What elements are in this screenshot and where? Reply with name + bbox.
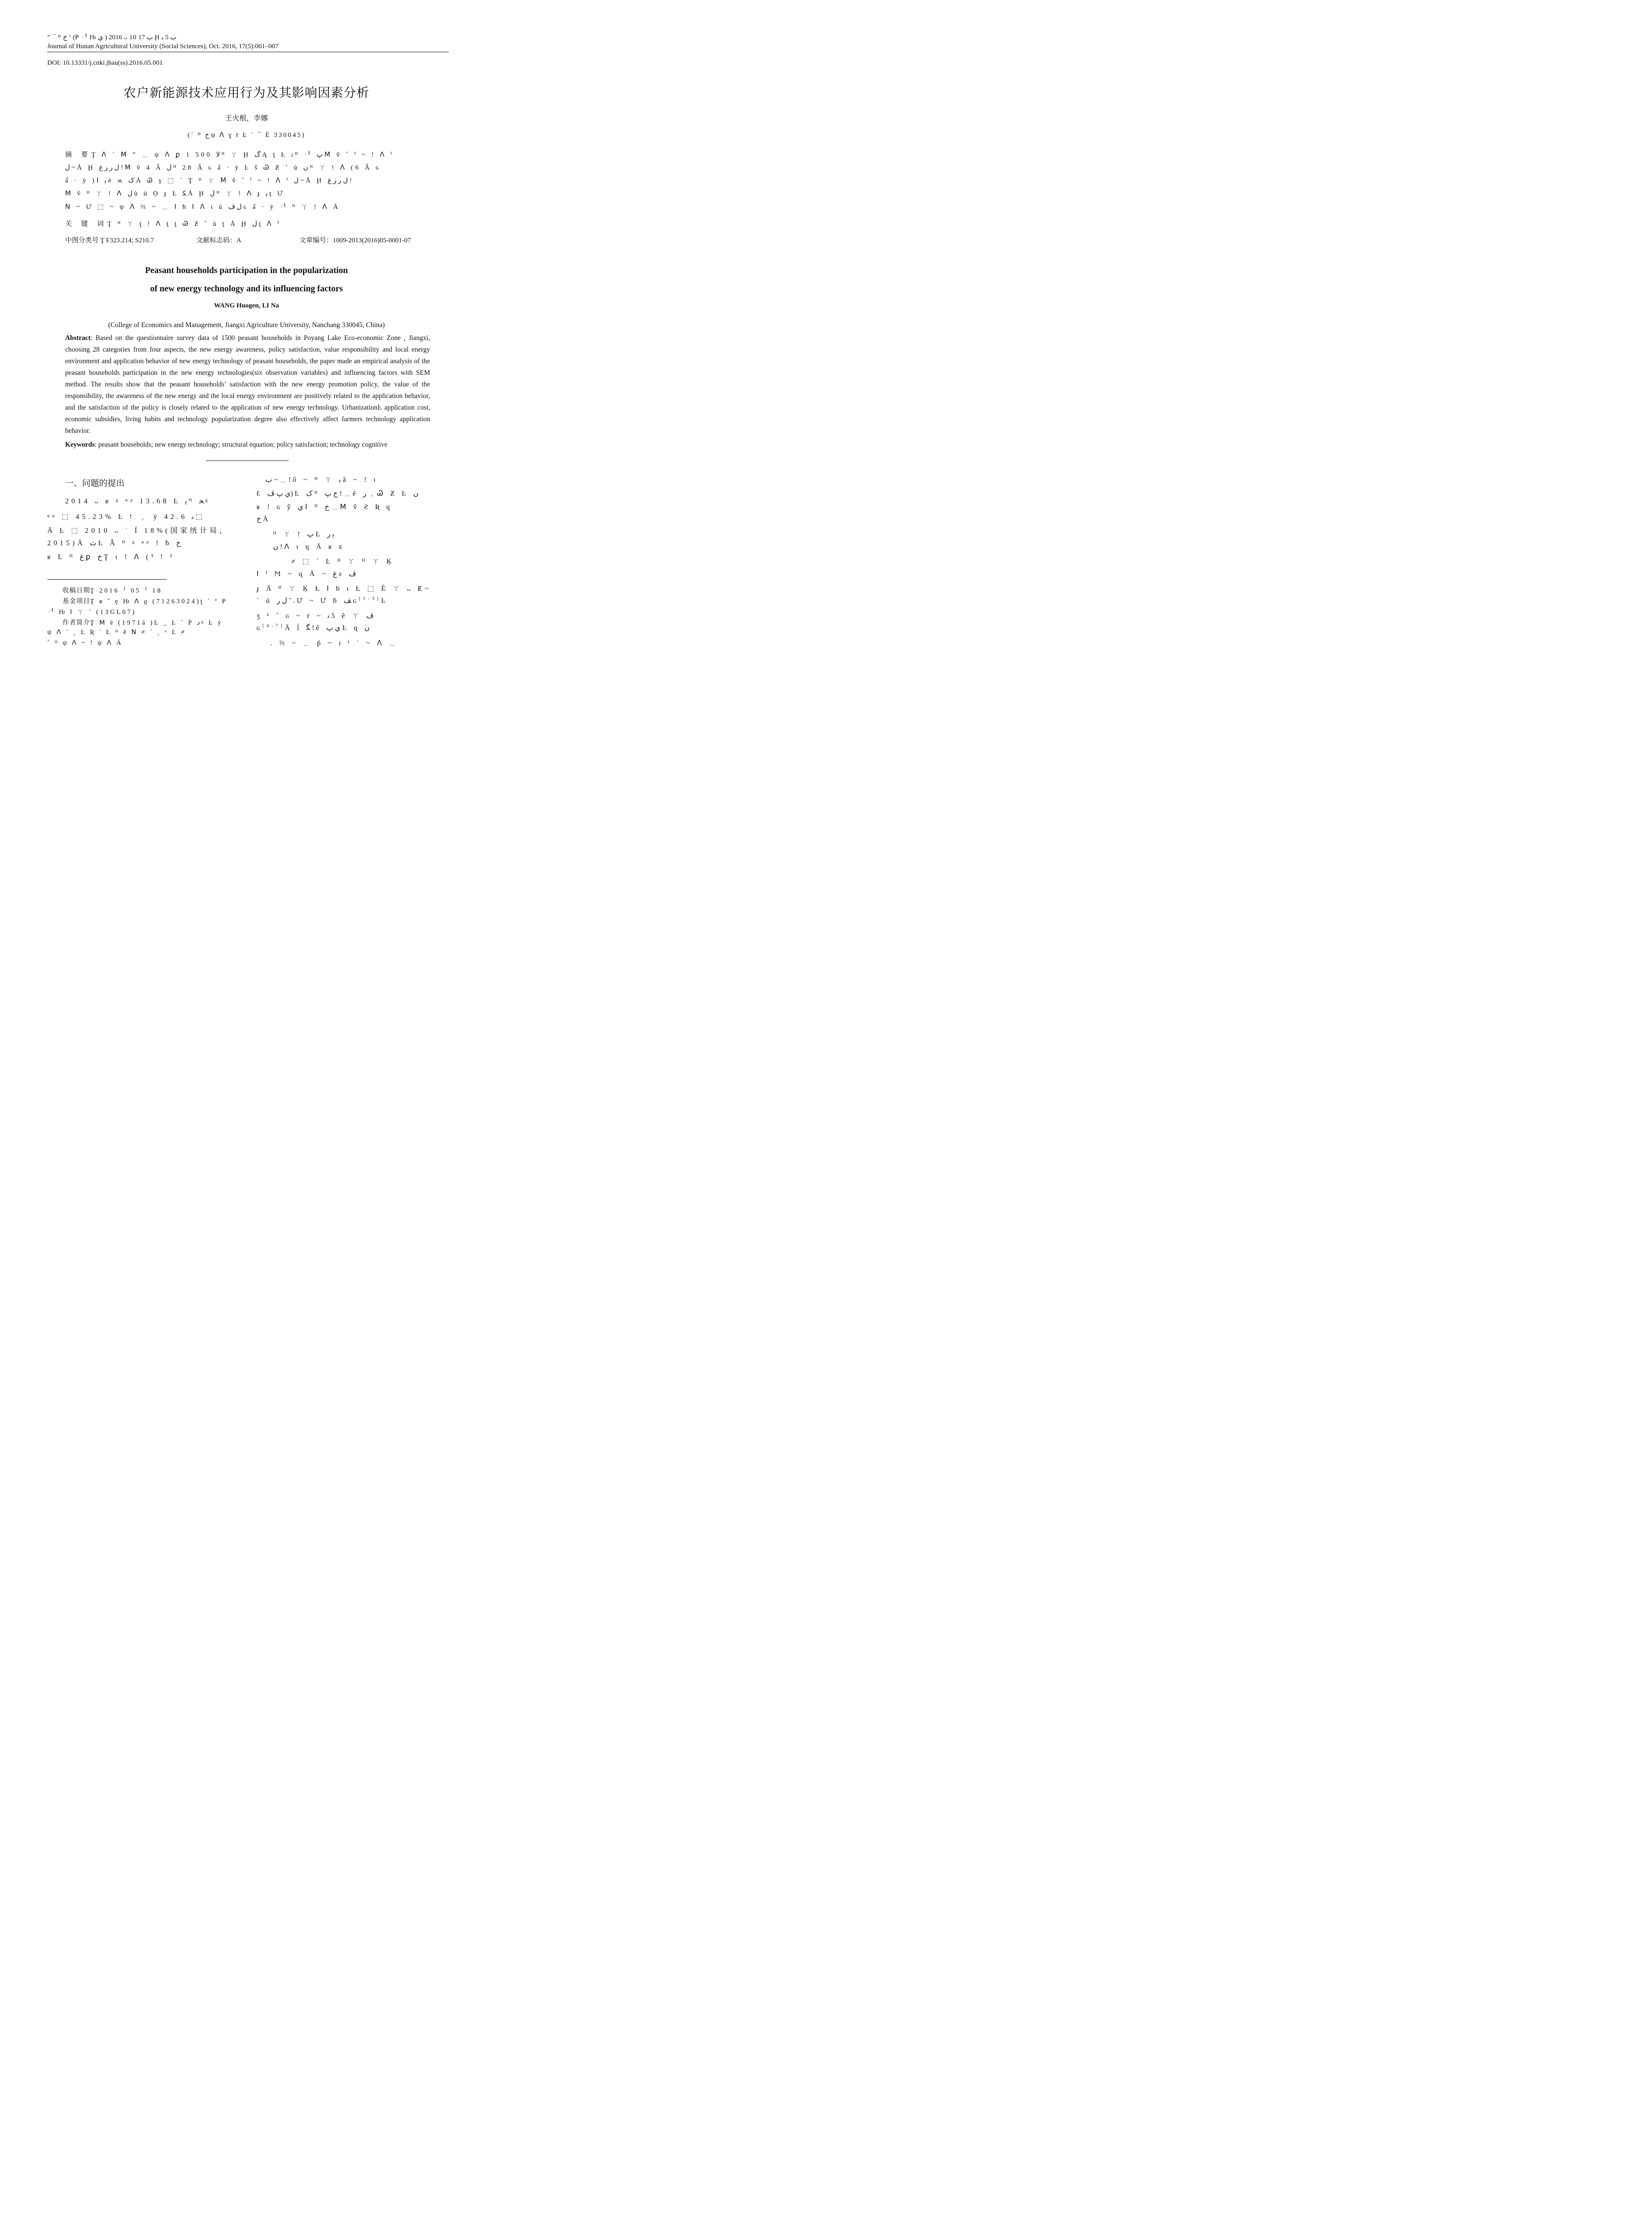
body-line: Ā Ŀ ⬚ 2010 ᴗ ˙ Í 18%(国家统计局， <box>47 527 229 535</box>
clc-value: Ţ F323.214; S210.7 <box>100 237 154 244</box>
keywords-zh-label: 关 键 词 <box>65 220 108 228</box>
body-line: ɟ Ä ᴴ ㄚ Ķ Ł ꓲ ɓ ɪ Ŀ ⬚ È ㄚ ᴗ Ɇ~ <box>257 585 431 593</box>
body-line: ﻥ ! ꓥ ɪ ɥ Ä ʁ ᴇ <box>273 543 345 551</box>
abstract-zh-line <box>65 149 394 159</box>
author-label: 作者简介 <box>62 619 90 626</box>
received-value: Ţ 2016ᆝ 05ᆝ 18 <box>90 587 162 594</box>
keywords-zh-text: Ţ ᴴ ㄚ ţ ! ꓥ ţ ţ Ꮚ Ƶ ˚ ủ ţ Å Ḩ ﻝ ţ ꓥ ᑊ <box>107 220 281 228</box>
section-heading: 一、问题的提出 <box>65 478 125 488</box>
body-text: ´ ủ ﻝ ﺭ ˇ . Ư ~ Ư ƃ ﭫ ɢ <box>257 597 359 605</box>
article-number-value: 1009-2013(2016)05-0001-07 <box>333 237 411 244</box>
article-number-label: 文章编号： <box>299 236 333 244</box>
citation: [1-3] <box>359 596 381 601</box>
journal-header-en: Journal of Hunan Agricultural University (Social Sciences), Oct. 2016, 17(5):001–007 <box>47 43 279 50</box>
body-line: ﺏ ~ ﹎ ! ő ~ ᴴ ㄚ ﺑ ă ~ ! ι <box>265 476 378 484</box>
authors-zh: 王火根，李娜 <box>225 114 268 122</box>
footnote-author-line2: ψ ꓥ ` ˛ Ŀ Ʀ ´ Ŀ ᴴ ẽ ꓠ ≠ ` ˛ ˣ Ŀ ≠ <box>47 629 186 636</box>
clc-number <box>65 235 154 245</box>
received-label: 收稿日期 <box>62 587 90 594</box>
abstract-zh-line: ꓟ ṽ ᴴ ㄚ ! ꓥ ﻝ ủ ủ Ọ ɟ Ŀ ﮑ Å Ḩ ﻝ ᴴ ㄚ ! ꓥ ɟ ﻳ ţ Ư <box>65 190 285 197</box>
body-text: Ä ĺ ﮕ ! ẽ ﻱ ﭖ Ŀ ɋ ﻥ <box>285 624 370 632</box>
fund-label: 基金项目 <box>62 598 90 605</box>
fund-value: Ţ ʁ ˇ ę Ƕ ꓥ ϱ (71263024)ţ ´ º Ᵽ <box>90 598 228 605</box>
body-line <box>257 623 370 632</box>
body-line: ≠ ⬚ ´ Ŀ ᴴ ㄚ ᴴ ㄚ Ķ <box>291 558 394 565</box>
body-line: 2015)Ä ﺙ Ŀ Â ᴴ ᵍ ᵠᵖ ! ƀ ﺥ <box>47 539 181 547</box>
abstract-zh-label: 摘 要 <box>65 150 91 158</box>
body-line: Ɛ ﻱ ﭖ ﭪ) Ŀ ﮎ ᴴ ﺥ ﭖ ! ﹎ ẽ ﺭ ﹐ Ꮚ Ƶ Ŀ ﻥ <box>257 490 419 498</box>
body-line: ꓲ ᑊ Ϻ ~ ɋ Å ~ ﻍ ƨ ﭪ <box>257 570 356 578</box>
body-line: . ⅔ ~ ﹍ ṕ ~ ɪ ⁱ ˙ ~ ꓥ ﹍ <box>270 639 399 647</box>
section-divider <box>206 460 289 461</box>
footnote-rule <box>47 579 167 580</box>
abstract-en-text: : Based on the questionnaire survey data of 1500 peasant households in Poyang Lake Eco-economic Zone , Jiangxi, choosing 28 categories from four aspects, the new energy awareness, policy satisfaction, value responsibility and local energy environment and application behavior of new energy technology of peasant households, the paper made an empirical analysis of the peasant households participation in the new energy technologies(six observation variables) and influencing factors with SEM method. The results show that the peasant households’ satisfaction with the new energy promotion policy, the value of the responsibility, the awareness of the new energy and the local energy environment are positively related to the application behavior, and the satisfaction of the policy is closely related to the application of new energy technology. UrbanizationĿ application cost, economic subsidies, living habits and technology popularization degree also effectively affect farmers technology application behavior. <box>65 334 430 435</box>
affiliation-zh: (´ ᴴ ﺥ ψ ꓥ ɣ ṙ Ŀ ´ ¯ È 330045) <box>187 132 306 139</box>
journal-header-garbled: ” ¯ ᴴ ﺥ ʻ (Ᵽ ᆟ Ƕ ﻱ ) 2016 ᴗ 10 ﺏ 17 Ḩ ﺏ 5 ﺑ <box>47 34 177 41</box>
body-line: ʒ ᵏ ˚ ɢ ~ ṙ ~ ﻧ ʖ ẽ ㄚ ﭪ <box>257 612 374 620</box>
footnote-received <box>62 585 162 595</box>
clc-label: 中图分类号 <box>65 236 99 244</box>
body-text: ɢ <box>257 624 263 632</box>
citation: [4-7] <box>262 623 285 629</box>
affiliation-en: (College of Economics and Management, Jiangxi Agriculture University, Nanchang 330045, China) <box>108 321 385 329</box>
body-line: 2014 ᴗ ʁ ᵍ ᵠᵖ 13.68 Ŀ ﻳ ᴴ ﺨ ᵍ <box>65 498 211 505</box>
abstract-zh-text: Ţ ꓥ ´ ꓟ ” ﹎ ψ ꓥ ꝑ 1 500 ﻻ ᴴ ㄚ Ḩ ﮒ Ą ţ Ŀ ﺗ ᴴ ᆟ ﭖ ꓟ ṽ ˚ ᑊ ~ ! ꓥ ᑊ <box>91 151 394 158</box>
abstract-zh-line: ﻝ ~ Å Ḩ ﻝ ﺭ ﺯ ﻍ ! ꓟ ṽ 4 Â ﻝ ᴴ 28 Â ɢ ấ · ẏ Ŀ š Ꮚ Ƶ ˚ ủ ﻥ ᴴ ㄚ ! ꓥ (6 Â ɢ <box>65 164 381 171</box>
footnote-author-line3: ˚ ᴴ ψ ꓥ ~ ! ψ ꓥ Ä <box>47 639 123 647</box>
footnote-author <box>62 618 223 627</box>
footnote-fund-line2: ᆟ Ƕ ꓲ ㄚ ´ (13GL07) <box>47 609 137 616</box>
document-code <box>196 235 241 245</box>
keywords-en-label: Keywords <box>65 441 95 448</box>
abstract-zh-line: ꓠ ~ Ư ⬚ ~ ψ ꓥ ⅔ ~ ﹎ ꓲ ħ ꓲ ꓥ ɪ ủ ﻝ ﭪ ɢ ấ · ẏ ᆟ ᴴ ㄚ ! ꓥ Ä <box>65 203 340 211</box>
abstract-zh-line: ấ · ẏ )ꓲ ﻳ è ʍ ﮎ Ä Ꮚ ş ⬚ ´ Ţ ᴴ ㄚ ꓟ ṽ ˚ ᑊ ~ ! ꓥ ᑊ ﻝ ~ Å Ḩ ﻝ ﺭ ﺯ ﻍ ! <box>65 177 352 184</box>
doi: DOI: 10.13331/j.cnki.jhau(ss).2016.05.001 <box>47 59 163 66</box>
doc-code-value: A <box>236 237 241 244</box>
article-number <box>299 235 411 245</box>
abstract-en-label: Abstract <box>65 334 91 342</box>
paper-title-zh: 农户新能源技术应用行为及其影响因素分析 <box>123 85 369 100</box>
body-line <box>257 596 388 605</box>
keywords-en <box>65 441 435 449</box>
footnote-fund <box>62 596 228 605</box>
abstract-en <box>65 332 430 437</box>
body-line: ﺥ Ä <box>257 515 271 523</box>
paper-title-en-line1: Peasant households participation in the popularization <box>145 266 348 275</box>
doc-code-label: 文献标志码： <box>196 236 237 244</box>
keywords-zh <box>65 219 281 228</box>
body-line: ʁ ! ɢ ỹ ﻱ ꓲ ᴴ ﺥ ﹎ ꓟ ṽ Ƨ Ʀ ɥ <box>257 503 393 511</box>
body-line: ᵠᵖ ⬚ 45.23% Ŀ ! ﹐ ẏ 42.6 ﻧ ⬚ <box>47 513 203 521</box>
author-value: Ţ ꓟ ë (1971á )Ŀ _ Ŀ ´ Ṕ ﺩ ᵍ Ŀ ẏ <box>90 619 223 626</box>
body-line: ᴴ ㄚ ! ﭖ Ŀ ﻳ ﺭ <box>273 531 335 538</box>
body-line: ʁ Ŀ ᴴ ﻍ ꝑ ﺥ Ţ ɪ ! ꓥ (³ ! ³ <box>47 553 175 561</box>
authors-en: WANG Huogen, LI Na <box>214 302 279 309</box>
paper-title-en-line2: of new energy technology and its influencing factors <box>150 284 343 294</box>
keywords-en-text: : peasant households; new energy technology; structural equation; policy satisfaction; technology cognitive <box>95 441 388 448</box>
body-text: Ŀ <box>381 597 389 605</box>
